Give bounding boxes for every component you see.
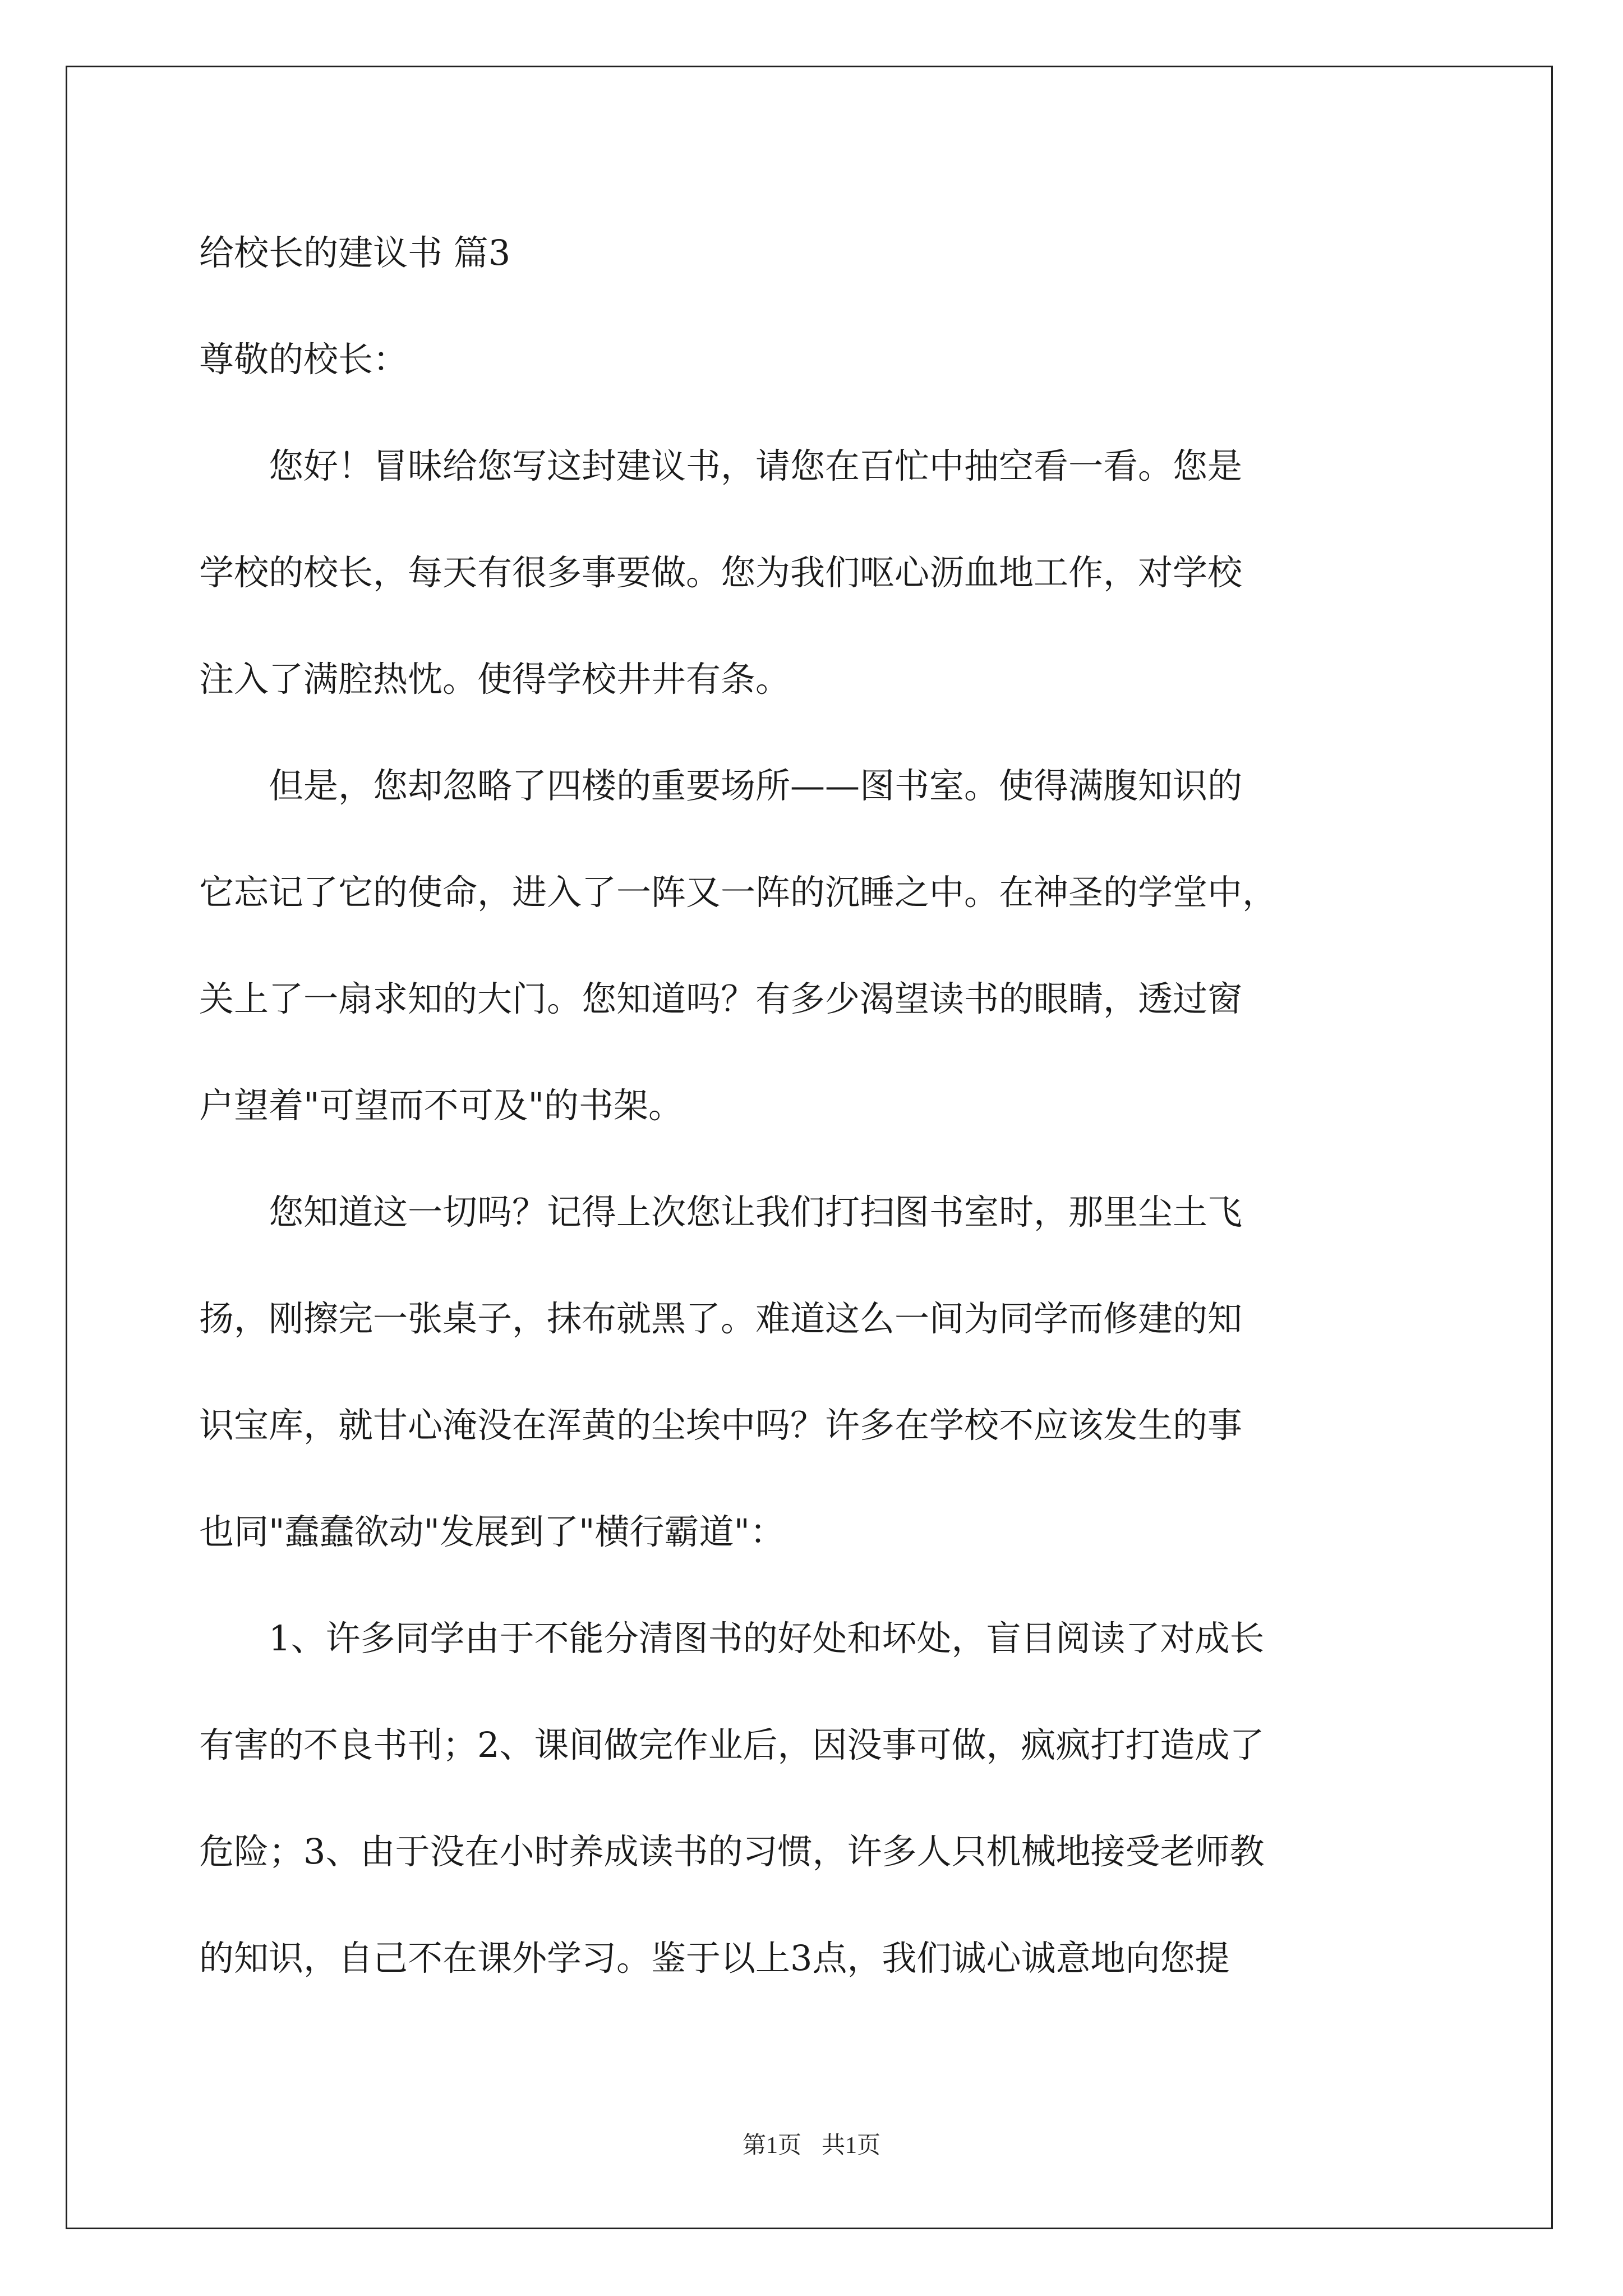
body-line: 危险；3、由于没在小时养成读书的习惯，许多人只机械地接受老师教 xyxy=(199,1831,1265,1872)
page-count: 共1页 xyxy=(822,2133,881,2159)
body-line: 也同"蠢蠢欲动"发展到了"横行霸道"： xyxy=(199,1511,785,1552)
body-line: 它忘记了它的使命，进入了一阵又一阵的沉睡之中。在神圣的学堂中， xyxy=(199,872,1278,913)
body-line: 1、许多同学由于不能分清图书的好处和坏处，盲目阅读了对成长 xyxy=(199,1618,1265,1659)
body-line: 注入了满腔热忱。使得学校井井有条。 xyxy=(199,659,791,700)
body-line: 您知道这一切吗？记得上次您让我们打扫图书室时，那里尘土飞 xyxy=(199,1191,1243,1232)
body-line: 识宝库，就甘心淹没在浑黄的尘埃中吗？许多在学校不应该发生的事 xyxy=(199,1405,1243,1446)
body-line: 关上了一扇求知的大门。您知道吗？有多少渴望读书的眼睛，透过窗 xyxy=(199,978,1243,1019)
page-footer xyxy=(0,2132,1623,2160)
body-line: 但是，您却忽略了四楼的重要场所——图书室。使得满腹知识的 xyxy=(199,765,1243,806)
body-line: 您好！冒昧给您写这封建议书，请您在百忙中抽空看一看。您是 xyxy=(199,445,1243,486)
body-line: 的知识，自己不在课外学习。鉴于以上3点，我们诚心诚意地向您提 xyxy=(199,1938,1230,1978)
body-line: 户望着"可望而不可及"的书架。 xyxy=(199,1085,684,1126)
page-number: 第1页 xyxy=(742,2133,801,2159)
body-line: 学校的校长，每天有很多事要做。您为我们呕心沥血地工作，对学校 xyxy=(199,552,1243,593)
body-line: 扬，刚擦完一张桌子，抹布就黑了。难道这么一间为同学而修建的知 xyxy=(199,1298,1243,1339)
page-border xyxy=(66,66,1553,2229)
greeting: 尊敬的校长： xyxy=(199,339,408,380)
document-title: 给校长的建议书 篇3 xyxy=(199,232,511,273)
body-line: 有害的不良书刊；2、课间做完作业后，因没事可做，疯疯打打造成了 xyxy=(199,1724,1265,1765)
